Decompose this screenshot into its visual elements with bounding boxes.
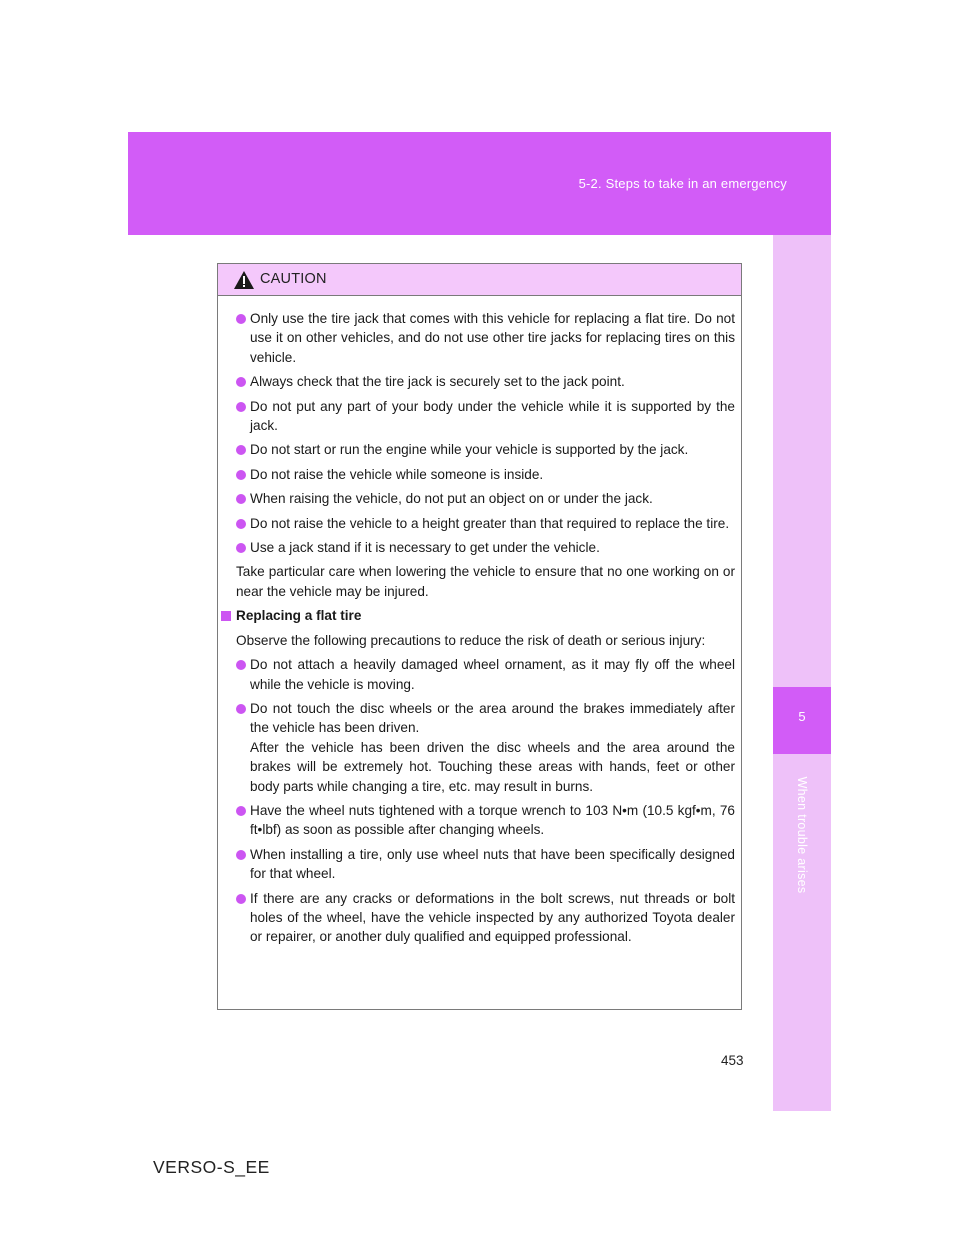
list-item — [236, 538, 735, 557]
caution-header — [218, 264, 741, 296]
list-item — [236, 489, 735, 508]
list-item — [236, 889, 735, 947]
list-item — [236, 801, 735, 840]
note-paragraph: Take particular care when lowering the vehicle to ensure that no one working on or near the vehicle may be injured. — [236, 564, 735, 599]
square-bullet-icon — [221, 611, 231, 621]
caution-box — [217, 263, 742, 1010]
bullet-icon — [236, 402, 246, 412]
list-item — [236, 309, 735, 367]
page-number: 453 — [721, 1053, 744, 1068]
list-item — [236, 372, 735, 391]
section-intro: Observe the following precautions to reduce the risk of death or serious injury: — [236, 632, 706, 648]
bullet-icon — [236, 543, 246, 553]
caution-body — [218, 296, 741, 947]
model-code: VERSO-S_EE — [153, 1157, 270, 1177]
list-item — [236, 440, 735, 459]
bullet-icon — [236, 519, 246, 529]
bullet-icon — [236, 470, 246, 480]
list-item-text: Use a jack stand if it is necessary to get under the vehicle. — [250, 540, 600, 556]
bullet-icon — [236, 806, 246, 816]
list-item-text: Do not put any part of your body under the vehicle while it is supported by the jack. — [250, 398, 735, 434]
bullet-icon — [236, 445, 246, 455]
bullet-icon — [236, 894, 246, 904]
chapter-side-tab[interactable] — [773, 235, 831, 1111]
section-title: 5-2. Steps to take in an emergency — [578, 176, 787, 191]
warning-triangle-icon — [233, 270, 255, 290]
bullet-icon — [236, 704, 246, 714]
list-item — [236, 845, 735, 884]
list-item-text: Only use the tire jack that comes with this vehicle for replacing a flat tire. Do not use it on other vehicles, and do not use other tire jacks for replacing tires on this vehicle. — [250, 311, 735, 365]
chapter-label: When trouble arises — [795, 776, 809, 894]
list-item-text: If there are any cracks or deformations in the bolt screws, nut threads or bolt holes of the wheel, have the vehicle inspected by any authorized Toyota dealer or repairer, or another duly qualified and equipped professional. — [250, 890, 735, 945]
list-item — [236, 397, 735, 436]
list-item — [236, 465, 735, 484]
bullet-icon — [236, 377, 246, 387]
list-item-text: Always check that the tire jack is securely set to the jack point. — [250, 374, 625, 390]
header-band — [128, 132, 831, 235]
list-item-text: When installing a tire, only use wheel nuts that have been specifically designed for that wheel. — [250, 846, 735, 882]
list-item-extra-text: After the vehicle has been driven the disc wheels and the area around the brakes will be extremely hot. Touching these areas with hands, feet or other body parts while changing a tire, etc. may result in burns. — [250, 739, 735, 794]
list-item-text: Do not attach a heavily damaged wheel ornament, as it may fly off the wheel while the vehicle is moving. — [250, 657, 735, 692]
bullet-icon — [236, 494, 246, 504]
list-item-text: Do not raise the vehicle while someone is inside. — [250, 466, 544, 482]
list-item — [236, 699, 735, 796]
list-item-text: Do not touch the disc wheels or the area around the brakes immediately after the vehicle has been driven. — [250, 700, 735, 736]
list-item — [236, 514, 735, 533]
list-item-text: Have the wheel nuts tightened with a torque wrench to 103 N•m (10.5 kgf•m, 76 ft•lbf) as soon as possible after changing wheels. — [250, 802, 735, 838]
chapter-number-block — [773, 687, 831, 754]
list-item-text: Do not raise the vehicle to a height greater than that required to replace the tire. — [250, 515, 730, 531]
bullet-icon — [236, 850, 246, 860]
section-heading — [221, 606, 735, 625]
chapter-number: 5 — [798, 709, 806, 724]
list-item-text: When raising the vehicle, do not put an object on or under the jack. — [250, 491, 653, 507]
bullet-icon — [236, 314, 246, 324]
bullet-icon — [236, 660, 246, 670]
section-heading-text: Replacing a flat tire — [236, 608, 362, 624]
list-item — [236, 655, 735, 694]
caution-title: CAUTION — [260, 271, 327, 287]
list-item-text: Do not start or run the engine while your vehicle is supported by the jack. — [250, 442, 689, 458]
